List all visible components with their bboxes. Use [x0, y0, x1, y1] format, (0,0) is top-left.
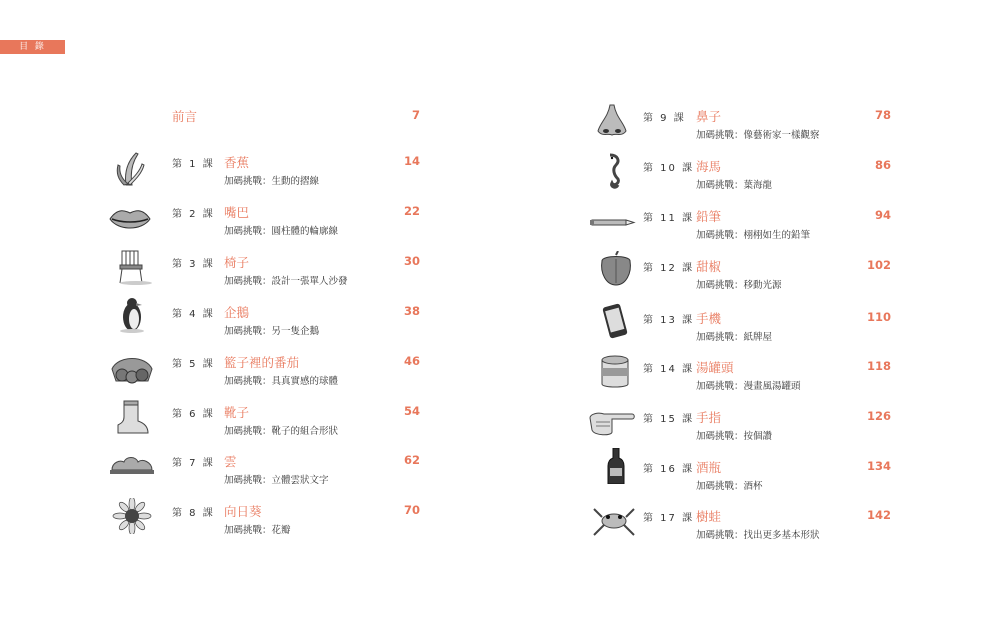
toc-tab: 目 錄	[0, 40, 65, 54]
chair-icon	[108, 249, 156, 285]
lesson-challenge: 加碼挑戰：立體雲狀文字	[224, 475, 329, 486]
lesson-number: 第 12 課	[643, 263, 695, 274]
lesson-page: 30	[403, 254, 420, 268]
cloud-icon	[108, 448, 156, 484]
lesson-page: 86	[874, 158, 891, 172]
lesson-page: 14	[403, 154, 420, 168]
lesson-challenge: 加碼挑戰：設計一張單人沙發	[224, 276, 348, 287]
penguin-icon	[108, 297, 156, 333]
lesson-page: 110	[866, 310, 891, 324]
lesson-title: 鉛筆	[696, 209, 722, 224]
lesson-title: 椅子	[224, 255, 250, 270]
tomato-basket-icon	[108, 351, 156, 387]
preface-title: 前言	[172, 109, 198, 124]
lesson-challenge: 加碼挑戰：具真實感的球體	[224, 376, 339, 387]
bell-pepper-icon	[592, 251, 640, 287]
preface-page: 7	[411, 108, 420, 122]
lesson-title: 嘴巴	[224, 205, 250, 220]
wine-bottle-icon	[592, 448, 640, 484]
lesson-title: 香蕉	[224, 155, 250, 170]
lesson-page: 46	[403, 354, 420, 368]
lesson-number: 第 6 課	[172, 409, 215, 420]
lesson-number: 第 2 課	[172, 209, 215, 220]
mouth-icon	[106, 201, 154, 237]
lesson-challenge: 加碼挑戰：按個讚	[696, 431, 773, 442]
lesson-number: 第 1 課	[172, 159, 215, 170]
lesson-title: 酒瓶	[696, 460, 722, 475]
lesson-title: 企鵝	[224, 305, 250, 320]
lesson-page: 54	[403, 404, 420, 418]
lesson-title: 鼻子	[696, 109, 722, 124]
lesson-page: 126	[866, 409, 891, 423]
lesson-page: 118	[866, 359, 891, 373]
lesson-title: 手機	[696, 311, 722, 326]
phone-icon	[592, 303, 640, 339]
lesson-page: 78	[874, 108, 891, 122]
lesson-challenge: 加碼挑戰：葉海龍	[696, 180, 773, 191]
lesson-challenge: 加碼挑戰：生動的摺線	[224, 176, 320, 187]
lesson-page: 142	[866, 508, 891, 522]
lesson-number: 第 14 課	[643, 364, 695, 375]
banana-icon	[106, 151, 154, 187]
lesson-title: 湯罐頭	[696, 360, 734, 375]
lesson-challenge: 加碼挑戰：像藝術家一樣觀察	[696, 130, 820, 141]
lesson-title: 甜椒	[696, 259, 722, 274]
nose-icon	[588, 103, 636, 139]
lesson-title: 雲	[224, 454, 237, 469]
lesson-number: 第 3 課	[172, 259, 215, 270]
lesson-page: 70	[403, 503, 420, 517]
lesson-challenge: 加碼挑戰：找出更多基本形狀	[696, 530, 820, 541]
lesson-number: 第 7 課	[172, 458, 215, 469]
lesson-number: 第 15 課	[643, 414, 695, 425]
sunflower-icon	[108, 498, 156, 534]
lesson-page: 94	[874, 208, 891, 222]
lesson-title: 籃子裡的番茄	[224, 355, 300, 370]
lesson-number: 第 9 課	[643, 113, 686, 124]
lesson-page: 134	[866, 459, 891, 473]
seahorse-icon	[592, 153, 640, 189]
lesson-title: 海馬	[696, 159, 722, 174]
lesson-challenge: 加碼挑戰：栩栩如生的鉛筆	[696, 230, 811, 241]
lesson-title: 樹蛙	[696, 509, 722, 524]
lesson-challenge: 加碼挑戰：漫畫風湯罐頭	[696, 381, 801, 392]
soup-can-icon	[592, 354, 640, 390]
lesson-challenge: 加碼挑戰：花瓣	[224, 525, 291, 536]
lesson-page: 22	[403, 204, 420, 218]
lesson-title: 向日葵	[224, 504, 262, 519]
lesson-number: 第 17 課	[643, 513, 695, 524]
boot-icon	[108, 399, 156, 435]
lesson-number: 第 10 課	[643, 163, 695, 174]
lesson-number: 第 11 課	[643, 213, 695, 224]
lesson-challenge: 加碼挑戰：移動光源	[696, 280, 782, 291]
lesson-challenge: 加碼挑戰：紙牌屋	[696, 332, 773, 343]
lesson-page: 62	[403, 453, 420, 467]
lesson-page: 102	[866, 258, 891, 272]
pencil-icon	[588, 205, 636, 241]
lesson-number: 第 13 課	[643, 315, 695, 326]
lesson-title: 靴子	[224, 405, 250, 420]
pointing-hand-icon	[588, 404, 636, 440]
lesson-title: 手指	[696, 410, 722, 425]
lesson-number: 第 8 課	[172, 508, 215, 519]
lesson-number: 第 5 課	[172, 359, 215, 370]
lesson-challenge: 加碼挑戰：靴子的組合形狀	[224, 426, 339, 437]
lesson-challenge: 加碼挑戰：酒杯	[696, 481, 763, 492]
lesson-challenge: 加碼挑戰：圓柱體的輪廓線	[224, 226, 339, 237]
lesson-number: 第 16 課	[643, 464, 695, 475]
lesson-number: 第 4 課	[172, 309, 215, 320]
lesson-page: 38	[403, 304, 420, 318]
lesson-challenge: 加碼挑戰：另一隻企鵝	[224, 326, 320, 337]
tree-frog-icon	[590, 503, 638, 539]
